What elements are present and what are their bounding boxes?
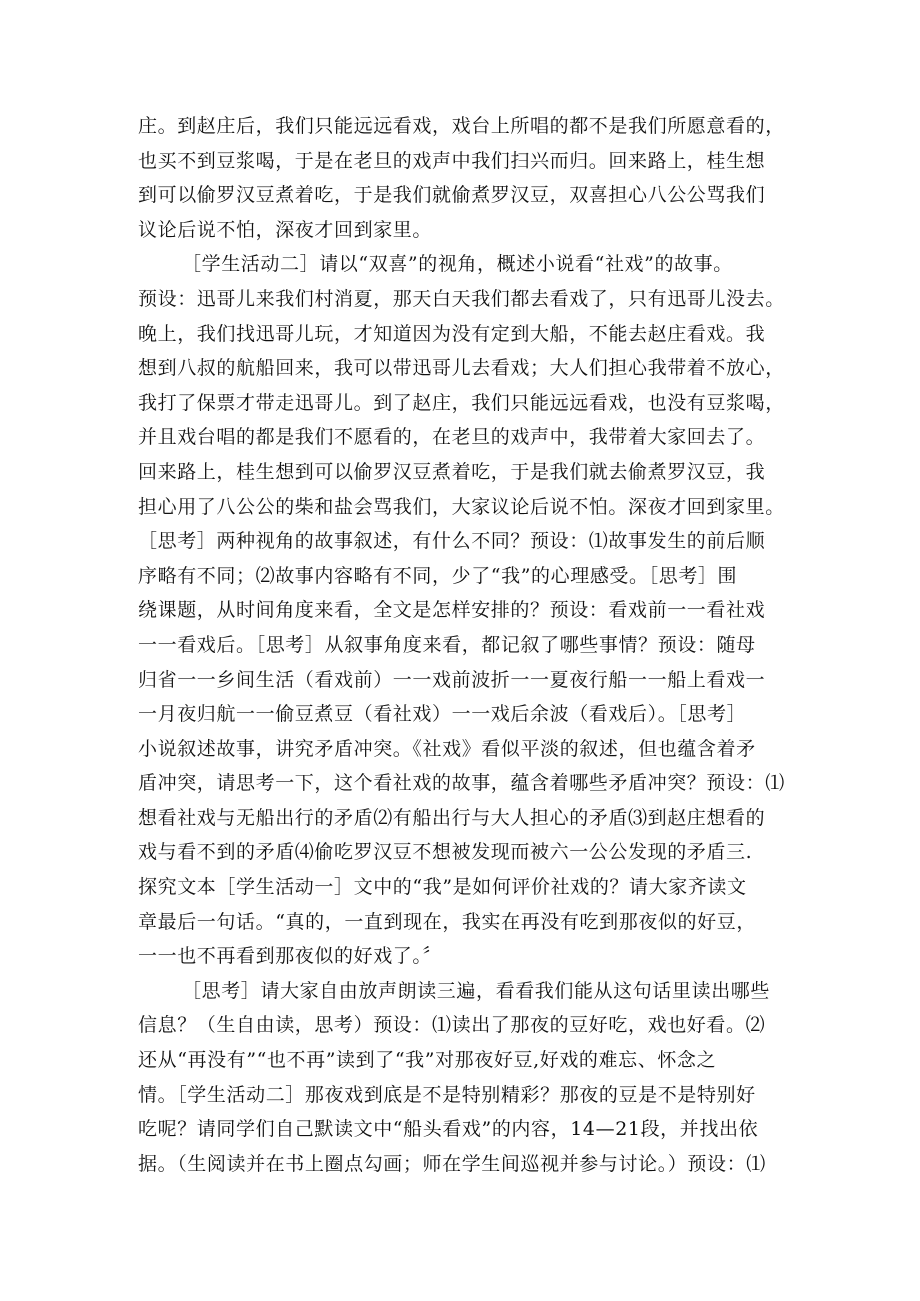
text-line: 想看社戏与无船出行的矛盾⑵有船出行与大人担心的矛盾⑶到赵庄想看的 [138, 806, 766, 829]
text-line: 到可以偷罗汉豆煮着吃，于是我们就偷煮罗汉豆，双喜担心八公公骂我们 [138, 184, 766, 207]
text-line: 回来路上，桂生想到可以偷罗汉豆煮着吃，于是我们就去偷煮罗汉豆，我 [138, 460, 766, 483]
text-line: 晚上，我们找迅哥儿玩，才知道因为没有定到大船，不能去赵庄看戏。我 [138, 322, 766, 345]
text-line: 小说叙述故事，讲究矛盾冲突。《社戏》看似平淡的叙述，但也蕴含着矛 [138, 737, 756, 760]
text-line: 戏与看不到的矛盾⑷偷吃罗汉豆不想被发现而被六一公公发现的矛盾三. [138, 841, 753, 864]
text-line: 盾冲突，请思考一下，这个看社戏的故事，蕴含着哪些矛盾冲突？预设：⑴ [138, 772, 785, 795]
text-line: 情。［学生活动二］那夜戏到底是不是特别精彩？那夜的豆是不是特别好 [138, 1083, 756, 1106]
text-line: 预设：迅哥儿来我们村消夏，那天白天我们都去看戏了，只有迅哥儿没去。 [138, 287, 785, 310]
text-line-indented: ［思考］请大家自由放声朗读三遍，看看我们能从这句话里读出哪些 [182, 979, 771, 1002]
text-line: 并且戏台唱的都是我们不愿看的，在老旦的戏声中，我带着大家回去了。 [138, 426, 766, 449]
text-line: 据。（生阅读并在书上圈点勾画；师在学生间巡视并参与讨论。）预设：⑴ [138, 1152, 766, 1175]
text-line: 序略有不同；⑵故事内容略有不同，少了“我”的心理感受。［思考］围 [138, 564, 738, 587]
text-line-indented: ［学生活动二］请以“双喜”的视角，概述小说看“社戏”的故事。 [182, 253, 733, 276]
text-line: 还从“再没有”“也不再”读到了“我”对那夜好豆,好戏的难忘、怀念之 [138, 1049, 717, 1072]
text-line: 担心用了八公公的柴和盐会骂我们，大家议论后说不怕。深夜才回到家里。 [138, 495, 785, 518]
text-line: 一一看戏后。［思考］从叙事角度来看，都记叙了哪些事情？预设：随母 [138, 633, 756, 656]
body-text [138, 109, 798, 1181]
text-line: 归省一一乡间生活（看戏前）一一戏前波折一一夏夜行船一一船上看戏一 [138, 668, 766, 691]
text-line: 章最后一句话。“真的，一直到现在，我实在再没有吃到那夜似的好豆， [138, 910, 756, 933]
text-line: 吃呢？请同学们自己默读文中“船头看戏”的内容，14—21段，并找出依 [138, 1118, 759, 1141]
text-line: 信息？（生自由读，思考）预设：⑴读出了那夜的豆好吃，戏也好看。⑵ [138, 1014, 766, 1037]
text-line: 一一也不再看到那夜似的好戏了。〞 [138, 945, 443, 968]
text-line: 我打了保票才带走迅哥儿。到了赵庄，我们只能远远看戏，也没有豆浆喝， [138, 391, 785, 414]
text-line: 想到八叔的航船回来，我可以带迅哥儿去看戏；大人们担心我带着不放心， [138, 357, 785, 380]
text-line: 一月夜归航一一偷豆煮豆（看社戏）一一戏后余波（看戏后）。［思考］ [138, 703, 747, 726]
text-line: 也买不到豆浆喝，于是在老旦的戏声中我们扫兴而归。回来路上，桂生想 [138, 149, 766, 172]
text-line: 庄。到赵庄后，我们只能远远看戏，戏台上所唱的都不是我们所愿意看的， [138, 115, 785, 137]
text-line: 议论后说不怕，深夜才回到家里。 [138, 218, 433, 241]
text-line: ［思考］两种视角的故事叙述，有什么不同？预设：⑴故事发生的前后顺 [138, 530, 766, 553]
text-line: 探究文本［学生活动一］文中的“我”是如何评价社戏的？请大家齐读文 [138, 876, 747, 899]
text-line: 绕课题，从时间角度来看，全文是怎样安排的？预设：看戏前一一看社戏 [138, 599, 766, 622]
